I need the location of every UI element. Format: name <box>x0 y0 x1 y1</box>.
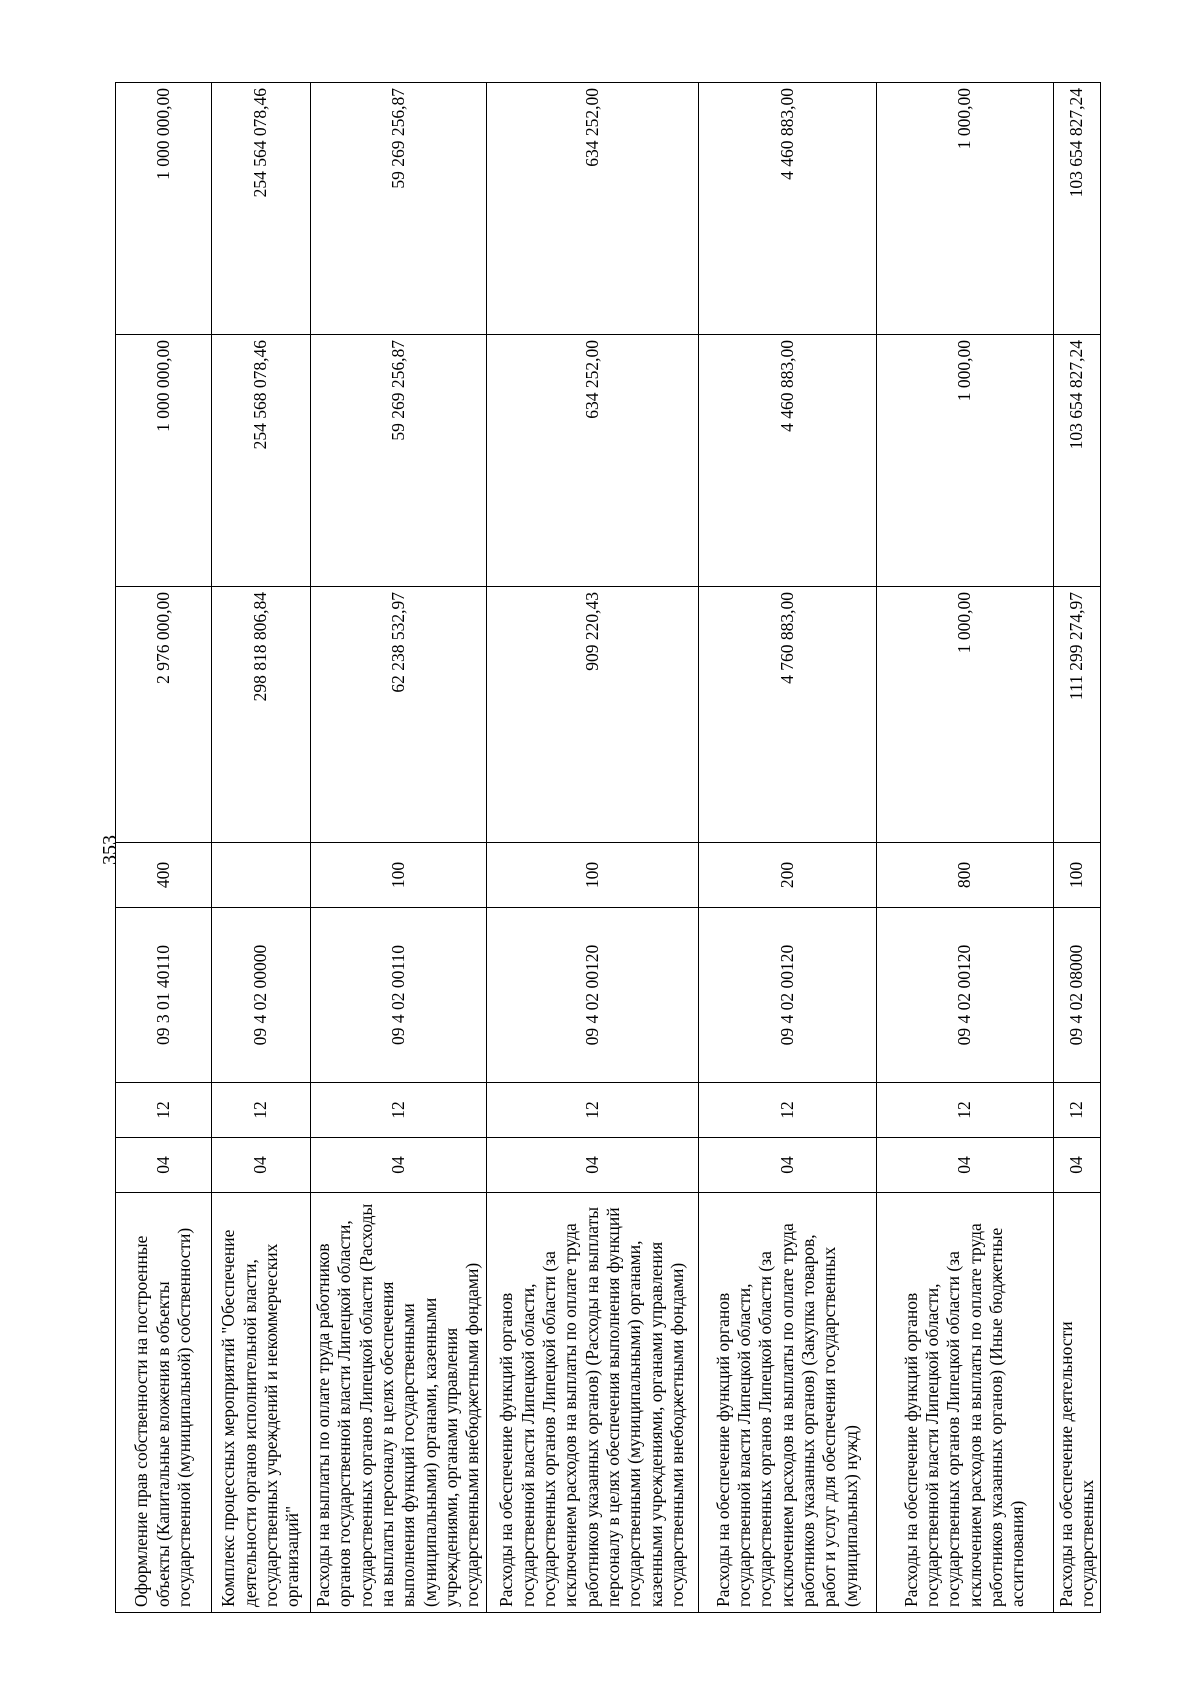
section-code: 04 <box>1053 1138 1101 1193</box>
sum-year-3: 634 252,00 <box>486 83 698 335</box>
table-row <box>116 83 212 1613</box>
target-code: 09 4 02 00120 <box>698 908 876 1083</box>
sum-year-2: 4 460 883,00 <box>698 335 876 587</box>
target-code: 09 4 02 00110 <box>311 908 487 1083</box>
section-code: 04 <box>311 1138 487 1193</box>
sum-year-2: 103 654 827,24 <box>1053 335 1101 587</box>
expense-type-code: 100 <box>1053 843 1101 908</box>
sum-year-3: 1 000 000,00 <box>116 83 212 335</box>
subsection-code: 12 <box>698 1083 876 1138</box>
sum-year-1: 298 818 806,84 <box>212 587 311 843</box>
sum-year-1: 909 220,43 <box>486 587 698 843</box>
sum-year-1: 62 238 532,97 <box>311 587 487 843</box>
row-name: Расходы на обеспечение функций органов государственной власти Липецкой области, государственных органов Липецкой области (за исключением расходов на выплаты по оплате труда работников указанных органов) (Иные бюджетные ассигнования) <box>876 1193 1053 1613</box>
row-name: Оформление прав собственности на построенные объекты (Капитальные вложения в объекты государственной (муниципальной) собственности) <box>116 1193 212 1613</box>
table-row <box>876 83 1053 1613</box>
section-code: 04 <box>212 1138 311 1193</box>
sum-year-2: 59 269 256,87 <box>311 335 487 587</box>
section-code: 04 <box>486 1138 698 1193</box>
row-name: Комплекс процессных мероприятий "Обеспечение деятельности органов исполнительной власти, государственных учреждений и некоммерческих организаций" <box>212 1193 311 1613</box>
table-row <box>698 83 876 1613</box>
sum-year-1: 4 760 883,00 <box>698 587 876 843</box>
subsection-code: 12 <box>116 1083 212 1138</box>
subsection-code: 12 <box>1053 1083 1101 1138</box>
sum-year-1: 2 976 000,00 <box>116 587 212 843</box>
row-name: Расходы на обеспечение функций органов государственной власти Липецкой области, государственных органов Липецкой области (за исключением расходов на выплаты по оплате труда работников указанных органов) (Расходы на выплаты персоналу в целях обеспечения выполнения функций государственными (муниципальными) органами, казенными учреждениями, органами управления государственными внебюджетными фондами) <box>486 1193 698 1613</box>
sum-year-3: 4 460 883,00 <box>698 83 876 335</box>
page-number: 353 <box>99 835 121 865</box>
table-row <box>311 83 487 1613</box>
sum-year-2: 254 568 078,46 <box>212 335 311 587</box>
sum-year-3: 254 564 078,46 <box>212 83 311 335</box>
row-name: Расходы на обеспечение функций органов государственной власти Липецкой области, государственных органов Липецкой области (за исключением расходов на выплаты по оплате труда работников указанных органов) (Закупка товаров, работ и услуг для обеспечения государственных (муниципальных) нужд) <box>698 1193 876 1613</box>
table-row <box>486 83 698 1613</box>
sum-year-3: 1 000,00 <box>876 83 1053 335</box>
expense-type-code: 200 <box>698 843 876 908</box>
sum-year-1: 111 299 274,97 <box>1053 587 1101 843</box>
target-code: 09 4 02 08000 <box>1053 908 1101 1083</box>
expense-type-code: 100 <box>486 843 698 908</box>
target-code: 09 4 02 00000 <box>212 908 311 1083</box>
section-code: 04 <box>698 1138 876 1193</box>
subsection-code: 12 <box>876 1083 1053 1138</box>
expense-type-code: 400 <box>116 843 212 908</box>
target-code: 09 4 02 00120 <box>876 908 1053 1083</box>
expense-type-code <box>212 843 311 908</box>
sum-year-3: 59 269 256,87 <box>311 83 487 335</box>
subsection-code: 12 <box>212 1083 311 1138</box>
budget-table <box>115 82 1101 1613</box>
section-code: 04 <box>876 1138 1053 1193</box>
target-code: 09 4 02 00120 <box>486 908 698 1083</box>
sum-year-2: 1 000 000,00 <box>116 335 212 587</box>
subsection-code: 12 <box>311 1083 487 1138</box>
table-row <box>212 83 311 1613</box>
row-name: Расходы на выплаты по оплате труда работников органов государственной власти Липецкой области, государственных органов Липецкой области (Расходы на выплаты персоналу в целях обеспечения выполнения функций государственными (муниципальными) органами, казенными учреждениями, органами управления государственными внебюджетными фондами) <box>311 1193 487 1613</box>
sum-year-3: 103 654 827,24 <box>1053 83 1101 335</box>
rotated-page <box>115 83 1098 1613</box>
subsection-code: 12 <box>486 1083 698 1138</box>
sum-year-2: 634 252,00 <box>486 335 698 587</box>
row-name: Расходы на обеспечение деятельности государственных <box>1053 1193 1101 1613</box>
section-code: 04 <box>116 1138 212 1193</box>
expense-type-code: 800 <box>876 843 1053 908</box>
table-row <box>1053 83 1101 1613</box>
expense-type-code: 100 <box>311 843 487 908</box>
sum-year-1: 1 000,00 <box>876 587 1053 843</box>
sum-year-2: 1 000,00 <box>876 335 1053 587</box>
target-code: 09 3 01 40110 <box>116 908 212 1083</box>
